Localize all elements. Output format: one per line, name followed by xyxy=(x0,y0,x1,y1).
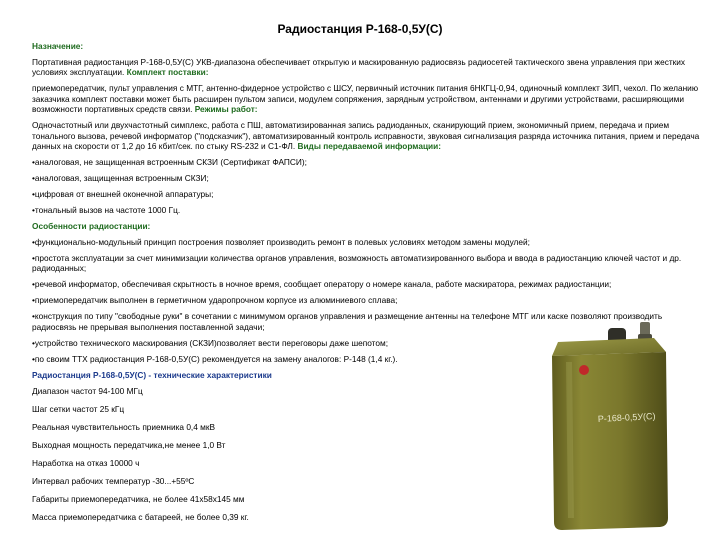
info-item: • аналоговая, не защищенная встроенным СКЗИ (Сертификат ФАПСИ); xyxy=(32,157,704,167)
kit-text: приемопередатчик, пульт управления с МТГ, антенно-фидерное устройство с ШСУ, первичный источник питания 6НКГЦ-0,94, одиночный комплект ЗИП, чехол. По желанию заказчика комплект поставки может быть расширен пультом записи, модулем сопряжения, зарядным устройством, антеннами и другими устройствами, расширяющими возможности портативных средств связи. xyxy=(32,83,699,115)
spec-item: Выходная мощность передатчика,не менее 1,0 Вт xyxy=(32,439,226,450)
spec-item: Наработка на отказ 10000 ч xyxy=(32,457,140,468)
purpose-text: Портативная радиостанция Р-168-0,5У(С) УКВ-диапазона обеспечивает открытую и маскированную радиосвязь радиосетей тактического звена управления при жестких условиях эксплуатации. xyxy=(32,57,686,78)
info-heading: Виды передаваемой информации: xyxy=(297,141,442,152)
spec-item: Шаг сетки частот 25 кГц xyxy=(32,403,125,414)
specs-heading: Радиостанция Р-168-0,5У(С) - технические характеристики xyxy=(32,369,272,380)
purpose-paragraph xyxy=(32,57,704,78)
feature-item: • по своим ТТХ радиостанция Р-168-0,5У(С) рекомендуется на замену аналогов: Р-148 (1,4 кг.). xyxy=(32,354,704,364)
feature-item: • речевой информатор, обеспечивая скрытность в ночное время, сообщает оператору о номере канала, работе маскиратора, режимах радиостанции; xyxy=(32,279,704,289)
purpose-heading: Назначение: xyxy=(32,41,84,51)
features-heading: Особенности радиостанции: xyxy=(32,221,151,232)
feature-item: • конструкция по типу "свободные руки" в сочетании с минимумом органов управления и размещение антенны на телефоне МТГ или каске позволяют производить радиосвязь не прерывая выполнения поставленной задачи; xyxy=(32,311,704,332)
feature-item: • простота эксплуатации за счет минимизации количества органов управления, возможность автоматизированного выбора и ввода в радиостанцию ключей частот и др. радиоданных; xyxy=(32,253,704,274)
kit-heading: Комплект поставки: xyxy=(126,67,209,78)
indicator-light-icon xyxy=(579,365,589,375)
info-item: • цифровая от внешней оконечной аппаратуры; xyxy=(32,189,704,199)
kit-paragraph xyxy=(32,83,704,114)
radio-device-image xyxy=(536,322,676,532)
spec-item: Диапазон частот 94-100 МГц xyxy=(32,385,143,396)
spec-item: Масса приемопередатчика с батареей, не более 0,39 кг. xyxy=(32,511,249,522)
modes-heading: Режимы работ: xyxy=(194,104,258,115)
device-label: Р-168-0,5У(С) xyxy=(597,410,656,424)
spec-item: Интервал рабочих температур -30...+55ºС xyxy=(32,475,195,486)
info-item: • аналоговая, защищенная встроенным СКЗИ; xyxy=(32,173,704,183)
modes-text: Одночастотный или двухчастотный симплекс, работа с ПШ, автоматизированная запись радиоданных, сканирующий прием, экономичный прием, передача и прием тонального вызова, речевой информатор ("подсказчик"), автоматизированный контроль исправности, звуковая сигнализация разряда источника питания, прием и передача данных на скорости от 1,2 до 16 кбит/сек. по стыку RS-232 и С1-ФЛ. xyxy=(32,120,700,152)
feature-item: • устройство технического маскирования (СКЗИ)позволяет вести переговоры даже шепотом; xyxy=(32,338,704,348)
info-item: • тональный вызов на частоте 1000 Гц. xyxy=(32,205,704,215)
feature-item: • функционально-модульный принцип построения позволяет производить ремонт в полевых условиях методом замены модулей; xyxy=(32,237,704,247)
modes-paragraph xyxy=(32,120,704,151)
page-title: Радиостанция Р-168-0,5У(С) xyxy=(277,22,443,36)
feature-item: • приемопередатчик выполнен в герметичном ударопрочном корпусе из алюминиевого сплава; xyxy=(32,295,704,305)
spec-item: Габариты приемопередатчика, не более 41х58х145 мм xyxy=(32,493,245,504)
spec-item: Реальная чувствительность приемника 0,4 мкВ xyxy=(32,421,216,432)
